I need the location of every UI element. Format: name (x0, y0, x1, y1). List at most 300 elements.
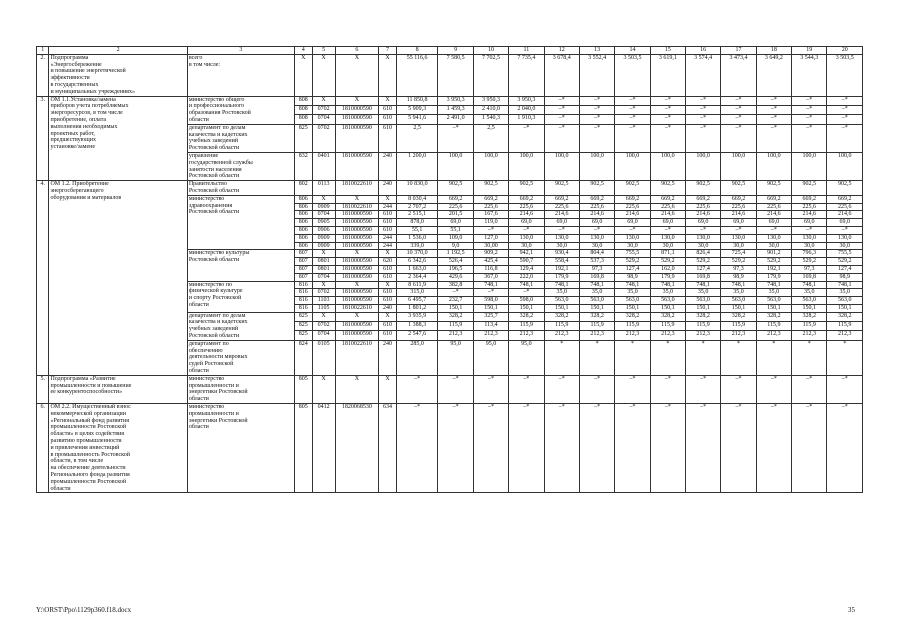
amount-cell: –* (615, 375, 650, 403)
vr-code: 610 (379, 322, 397, 331)
grbs-code: 808 (294, 115, 312, 124)
amount-cell: 130,0 (615, 234, 650, 242)
amount-cell: 328,2 (579, 312, 614, 321)
amount-cell: 130,0 (509, 234, 544, 242)
vr-code: 610 (379, 105, 397, 114)
column-number: 9 (438, 47, 473, 55)
grbs-code: 807 (294, 258, 312, 266)
amount-cell: –* (650, 375, 685, 403)
amount-cell: 192,1 (544, 265, 579, 273)
amount-cell: 902,5 (473, 181, 508, 196)
column-number: 20 (827, 47, 863, 55)
amount-cell: 11 850,8 (396, 96, 438, 105)
vr-code: 610 (379, 273, 397, 281)
responsible-executor: департамент по обеспечению деятельности мировых судей Ростовской области (187, 340, 294, 375)
amount-cell: 127,4 (686, 265, 721, 273)
csr-code: 1810000590 (335, 289, 379, 297)
amount-cell: 169,8 (686, 273, 721, 281)
amount-cell: 130,0 (721, 234, 756, 242)
csr-code: X (335, 195, 379, 203)
column-number: 12 (544, 47, 579, 55)
amount-cell: 598,0 (509, 297, 544, 305)
amount-cell: 35,0 (792, 289, 827, 297)
amount-cell: 558,4 (544, 258, 579, 266)
amount-cell: 192,1 (756, 265, 791, 273)
csr-code: 1810000590 (335, 242, 379, 250)
grbs-code: 806 (294, 195, 312, 203)
column-number: 7 (379, 47, 397, 55)
responsible-executor: управление государственной службы занятости населения Ростовской области (187, 152, 294, 180)
amount-cell: 115,9 (579, 322, 614, 331)
amount-cell: 2 040,0 (509, 105, 544, 114)
amount-cell: –* (544, 226, 579, 234)
rzpr-code: 0704 (312, 115, 335, 124)
amount-cell: 225,6 (473, 203, 508, 211)
amount-cell: –* (756, 96, 791, 105)
amount-cell: 10 830,0 (396, 181, 438, 196)
rzpr-code: 1105 (312, 304, 335, 312)
amount-cell: 55,1 (396, 226, 438, 234)
csr-code: X (335, 375, 379, 403)
column-number: 3 (187, 47, 294, 55)
vr-code: X (379, 312, 397, 321)
column-number: 4 (294, 47, 312, 55)
amount-cell: 425,4 (473, 258, 508, 266)
amount-cell: 35,0 (756, 289, 791, 297)
amount-cell: 902,5 (792, 181, 827, 196)
amount-cell: 328,2 (438, 312, 473, 321)
rzpr-code: 0105 (312, 340, 335, 375)
rzpr-code: 0906 (312, 226, 335, 234)
amount-cell: –* (579, 404, 614, 493)
grbs-code: 806 (294, 219, 312, 227)
amount-cell: 8 611,9 (396, 281, 438, 289)
row-number: 5. (37, 375, 49, 403)
amount-cell: * (721, 340, 756, 375)
column-number-row (37, 47, 863, 55)
grbs-code: 816 (294, 289, 312, 297)
vr-code: 244 (379, 234, 397, 242)
amount-cell: 115,9 (792, 322, 827, 331)
amount-cell: 201,5 (438, 211, 473, 219)
vr-code: 610 (379, 211, 397, 219)
amount-cell: 179,9 (650, 273, 685, 281)
vr-code: 240 (379, 340, 397, 375)
csr-code: 1820068530 (335, 404, 379, 493)
amount-cell: 669,2 (579, 195, 614, 203)
amount-cell: 212,3 (544, 331, 579, 340)
vr-code: 240 (379, 181, 397, 196)
amount-cell: 214,6 (615, 211, 650, 219)
vr-code: 610 (379, 115, 397, 124)
amount-cell: 2 364,4 (396, 273, 438, 281)
amount-cell: 901,2 (756, 250, 791, 258)
amount-cell: 328,2 (721, 312, 756, 321)
amount-cell: 212,3 (473, 331, 508, 340)
amount-cell: 3 473,4 (721, 54, 756, 96)
amount-cell: 179,9 (544, 273, 579, 281)
grbs-code: 806 (294, 234, 312, 242)
amount-cell: 339,0 (396, 242, 438, 250)
amount-cell: 30,0 (686, 242, 721, 250)
amount-cell: 69,0 (792, 219, 827, 227)
amount-cell: 97,3 (792, 265, 827, 273)
amount-cell: 563,0 (615, 297, 650, 305)
amount-cell: 100,0 (544, 152, 579, 180)
amount-cell: 130,0 (650, 234, 685, 242)
amount-cell: 69,0 (650, 219, 685, 227)
amount-cell: 115,9 (686, 322, 721, 331)
amount-cell: 748,1 (827, 281, 863, 289)
amount-cell: –* (579, 124, 614, 152)
amount-cell: 150,1 (686, 304, 721, 312)
amount-cell: 669,2 (686, 195, 721, 203)
column-number: 17 (721, 47, 756, 55)
amount-cell: 150,1 (792, 304, 827, 312)
amount-cell: –* (650, 226, 685, 234)
amount-cell: 3 935,9 (396, 312, 438, 321)
amount-cell: 169,8 (579, 273, 614, 281)
amount-cell: 328,2 (756, 312, 791, 321)
amount-cell: 69,0 (686, 219, 721, 227)
amount-cell: 100,0 (579, 152, 614, 180)
amount-cell: 669,2 (721, 195, 756, 203)
amount-cell: –* (544, 124, 579, 152)
amount-cell: 748,1 (721, 281, 756, 289)
amount-cell: –* (396, 375, 438, 403)
vr-code: 240 (379, 152, 397, 180)
amount-cell: 100,0 (650, 152, 685, 180)
amount-cell: 2 707,2 (396, 203, 438, 211)
amount-cell: 225,6 (792, 203, 827, 211)
amount-cell: 30,0 (544, 242, 579, 250)
vr-code: 610 (379, 124, 397, 152)
amount-cell: –* (721, 404, 756, 493)
row-number: 4. (37, 181, 49, 376)
amount-cell: –* (686, 105, 721, 114)
grbs-code: 807 (294, 250, 312, 258)
amount-cell: 214,6 (792, 211, 827, 219)
amount-cell: 537,3 (579, 258, 614, 266)
responsible-executor: министерство культуры Ростовской области (187, 250, 294, 281)
program-name: Подпрограмма «Энергосбережение и повышение энергетической эффективности в государственных и муниципальных учреждениях» (49, 54, 187, 96)
row-number: 2. (37, 54, 49, 96)
amount-cell: 902,5 (650, 181, 685, 196)
amount-cell: –* (827, 404, 863, 493)
amount-cell: * (686, 340, 721, 375)
amount-cell: 7 735,4 (509, 54, 544, 96)
amount-cell: * (579, 340, 614, 375)
column-number: 1 (37, 47, 49, 55)
grbs-code: 805 (294, 375, 312, 403)
amount-cell: 130,0 (827, 234, 863, 242)
grbs-code: 807 (294, 265, 312, 273)
rzpr-code: X (312, 195, 335, 203)
amount-cell: 95,0 (438, 340, 473, 375)
amount-cell: 196,5 (438, 265, 473, 273)
amount-cell: –* (756, 115, 791, 124)
csr-code: 1810000590 (335, 273, 379, 281)
amount-cell: 97,3 (579, 265, 614, 273)
amount-cell: –* (721, 226, 756, 234)
amount-cell: 328,2 (509, 312, 544, 321)
amount-cell: 150,1 (579, 304, 614, 312)
grbs-code: 825 (294, 312, 312, 321)
amount-cell: 902,5 (721, 181, 756, 196)
amount-cell: –* (438, 124, 473, 152)
amount-cell: –* (579, 115, 614, 124)
amount-cell: 95,0 (509, 340, 544, 375)
amount-cell: 130,0 (544, 234, 579, 242)
amount-cell: 669,2 (509, 195, 544, 203)
amount-cell: 232,7 (438, 297, 473, 305)
amount-cell: 526,4 (438, 258, 473, 266)
vr-code: X (379, 250, 397, 258)
amount-cell: 100,0 (473, 152, 508, 180)
vr-code: 610 (379, 219, 397, 227)
csr-code: X (335, 312, 379, 321)
amount-cell: 100,0 (792, 152, 827, 180)
amount-cell: 55,1 (438, 226, 473, 234)
amount-cell: 6 342,6 (396, 258, 438, 266)
amount-cell: –* (544, 115, 579, 124)
grbs-code: 806 (294, 242, 312, 250)
amount-cell: –* (473, 289, 508, 297)
column-number: 2 (49, 47, 187, 55)
amount-cell: 669,2 (827, 195, 863, 203)
amount-cell: 55 116,6 (396, 54, 438, 96)
amount-cell: 30,0 (827, 242, 863, 250)
vr-code: 240 (379, 304, 397, 312)
amount-cell: 563,0 (792, 297, 827, 305)
amount-cell: 902,5 (509, 181, 544, 196)
amount-cell: 328,2 (827, 312, 863, 321)
amount-cell: –* (473, 375, 508, 403)
amount-cell: 382,8 (438, 281, 473, 289)
amount-cell: 902,5 (438, 181, 473, 196)
amount-cell: 225,6 (438, 203, 473, 211)
amount-cell: 225,6 (686, 203, 721, 211)
amount-cell: –* (509, 404, 544, 493)
amount-cell: 2 491,0 (438, 115, 473, 124)
amount-cell: –* (827, 96, 863, 105)
grbs-code: 825 (294, 331, 312, 340)
amount-cell: 367,0 (473, 273, 508, 281)
amount-cell: 3 649,2 (756, 54, 791, 96)
amount-cell: 6 495,7 (396, 297, 438, 305)
amount-cell: 10 370,0 (396, 250, 438, 258)
amount-cell: 98,9 (827, 273, 863, 281)
amount-cell: 429,6 (438, 273, 473, 281)
amount-cell: 3 950,3 (473, 96, 508, 105)
budget-table (36, 46, 863, 493)
amount-cell: 115,9 (650, 322, 685, 331)
amount-cell: 2 547,6 (396, 331, 438, 340)
amount-cell: 212,3 (721, 331, 756, 340)
amount-cell: –* (544, 96, 579, 105)
amount-cell: 2,5 (396, 124, 438, 152)
amount-cell: 1 388,3 (396, 322, 438, 331)
amount-cell: 115,9 (756, 322, 791, 331)
amount-cell: 902,5 (544, 181, 579, 196)
amount-cell: 748,1 (756, 281, 791, 289)
amount-cell: 30,0 (756, 242, 791, 250)
vr-code: 244 (379, 203, 397, 211)
amount-cell: 755,5 (615, 250, 650, 258)
vr-code: 610 (379, 265, 397, 273)
column-number: 11 (509, 47, 544, 55)
amount-cell: 3 503,5 (827, 54, 863, 96)
csr-code: 1810022610 (335, 181, 379, 196)
amount-cell: –* (438, 375, 473, 403)
amount-cell: 748,1 (473, 281, 508, 289)
csr-code: X (335, 54, 379, 96)
amount-cell: 1 459,3 (438, 105, 473, 114)
amount-cell: 930,4 (544, 250, 579, 258)
amount-cell: –* (544, 375, 579, 403)
amount-cell: 214,6 (509, 211, 544, 219)
amount-cell: –* (756, 124, 791, 152)
amount-cell: 8 030,4 (396, 195, 438, 203)
csr-code: 1810000590 (335, 124, 379, 152)
amount-cell: 1 200,0 (396, 152, 438, 180)
amount-cell: 212,3 (650, 331, 685, 340)
amount-cell: 902,5 (686, 181, 721, 196)
amount-cell: 212,3 (438, 331, 473, 340)
amount-cell: 529,2 (792, 258, 827, 266)
amount-cell: 30,0 (615, 242, 650, 250)
column-number: 5 (312, 47, 335, 55)
amount-cell: –* (686, 124, 721, 152)
responsible-executor: министерство промышленности и энергетики Ростовской области (187, 404, 294, 493)
csr-code: 1810000590 (335, 234, 379, 242)
amount-cell: 804,4 (579, 250, 614, 258)
amount-cell: 590,7 (509, 258, 544, 266)
amount-cell: –* (473, 404, 508, 493)
amount-cell: 2 410,0 (473, 105, 508, 114)
csr-code: 1810022610 (335, 203, 379, 211)
amount-cell: 150,1 (721, 304, 756, 312)
amount-cell: 328,2 (650, 312, 685, 321)
rzpr-code: 0702 (312, 124, 335, 152)
csr-code: X (335, 250, 379, 258)
amount-cell: 669,2 (473, 195, 508, 203)
amount-cell: 214,6 (756, 211, 791, 219)
vr-code: X (379, 281, 397, 289)
amount-cell: 1 192,5 (438, 250, 473, 258)
rzpr-code: 0412 (312, 404, 335, 493)
amount-cell: –* (756, 105, 791, 114)
amount-cell: –* (827, 226, 863, 234)
amount-cell: 902,5 (579, 181, 614, 196)
amount-cell: –* (792, 115, 827, 124)
amount-cell: 150,1 (827, 304, 863, 312)
amount-cell: –* (438, 289, 473, 297)
amount-cell: –* (615, 404, 650, 493)
csr-code: 1810000590 (335, 265, 379, 273)
responsible-executor: министерство общего и профессионального образования Ростовской области (187, 96, 294, 124)
amount-cell: 150,1 (473, 304, 508, 312)
vr-code: 620 (379, 258, 397, 266)
amount-cell: 529,2 (650, 258, 685, 266)
responsible-executor: министерство по физической культуре и спорту Ростовской области (187, 281, 294, 312)
amount-cell: 69,0 (544, 219, 579, 227)
amount-cell: 150,1 (756, 304, 791, 312)
amount-cell: 225,6 (827, 203, 863, 211)
amount-cell: 115,9 (438, 322, 473, 331)
amount-cell: 902,5 (615, 181, 650, 196)
grbs-code: 806 (294, 226, 312, 234)
amount-cell: 100,0 (509, 152, 544, 180)
amount-cell: 669,2 (650, 195, 685, 203)
amount-cell: 69,0 (721, 219, 756, 227)
grbs-code: 825 (294, 124, 312, 152)
amount-cell: 35,0 (579, 289, 614, 297)
grbs-code: 816 (294, 297, 312, 305)
amount-cell: 35,0 (615, 289, 650, 297)
vr-code: 610 (379, 331, 397, 340)
file-path: Y:\ORST\Ppo\1129p360.f18.docx (36, 606, 132, 614)
amount-cell: –* (579, 226, 614, 234)
amount-cell: –* (827, 105, 863, 114)
amount-cell: 100,0 (438, 152, 473, 180)
amount-cell: –* (509, 124, 544, 152)
amount-cell: 95,0 (473, 340, 508, 375)
rzpr-code: 0905 (312, 219, 335, 227)
rzpr-code: 0702 (312, 322, 335, 331)
rzpr-code: X (312, 281, 335, 289)
csr-code: 1810000590 (335, 105, 379, 114)
amount-cell: –* (396, 404, 438, 493)
amount-cell: 328,2 (615, 312, 650, 321)
column-number: 15 (650, 47, 685, 55)
amount-cell: 1 801,2 (396, 304, 438, 312)
amount-cell: 748,1 (615, 281, 650, 289)
amount-cell: 212,3 (615, 331, 650, 340)
amount-cell: 725,4 (721, 250, 756, 258)
csr-code: X (335, 281, 379, 289)
amount-cell: * (756, 340, 791, 375)
amount-cell: 9,0 (438, 242, 473, 250)
grbs-code: 805 (294, 404, 312, 493)
amount-cell: 563,0 (721, 297, 756, 305)
amount-cell: 1 540,3 (473, 115, 508, 124)
amount-cell: 878,0 (396, 219, 438, 227)
amount-cell: –* (509, 375, 544, 403)
amount-cell: –* (721, 115, 756, 124)
amount-cell: 127,4 (827, 265, 863, 273)
amount-cell: 2,5 (473, 124, 508, 152)
column-number: 16 (686, 47, 721, 55)
amount-cell: 225,6 (544, 203, 579, 211)
amount-cell: –* (615, 124, 650, 152)
amount-cell: 563,0 (544, 297, 579, 305)
amount-cell: –* (509, 289, 544, 297)
amount-cell: 325,7 (473, 312, 508, 321)
amount-cell: 212,3 (509, 331, 544, 340)
rzpr-code: X (312, 312, 335, 321)
grbs-code: 807 (294, 273, 312, 281)
amount-cell: 212,3 (756, 331, 791, 340)
amount-cell: 748,1 (509, 281, 544, 289)
amount-cell: 3 678,4 (544, 54, 579, 96)
amount-cell: 69,0 (509, 219, 544, 227)
amount-cell: 115,9 (544, 322, 579, 331)
amount-cell: 669,2 (615, 195, 650, 203)
vr-code: 244 (379, 242, 397, 250)
amount-cell: 35,0 (686, 289, 721, 297)
amount-cell: * (615, 340, 650, 375)
